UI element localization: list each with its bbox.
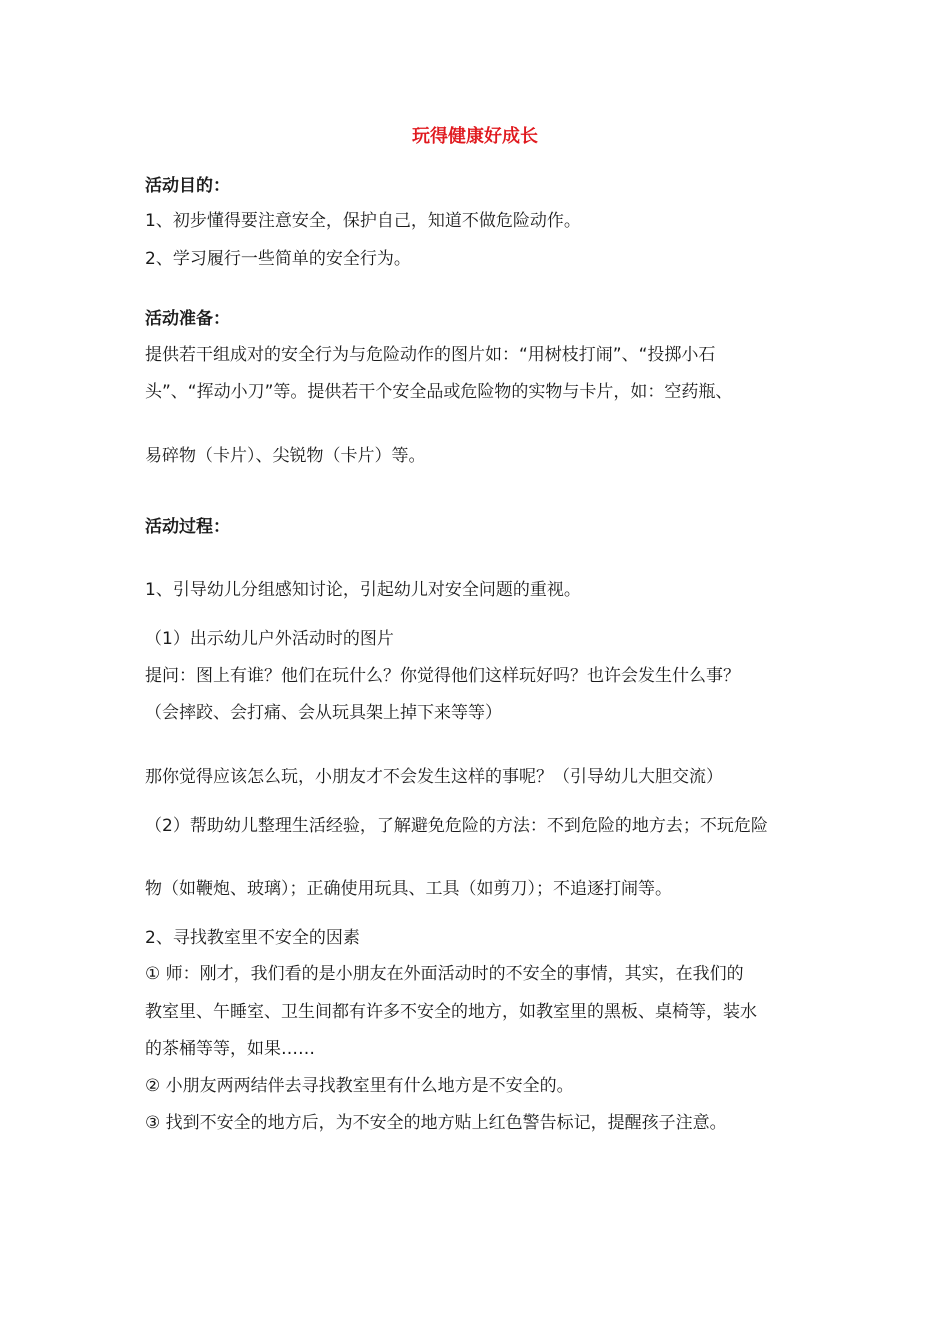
process-line-8: 2、寻找教室里不安全的因素: [145, 928, 360, 948]
goal-item-1: 1、初步懂得要注意安全，保护自己，知道不做危险动作。: [145, 211, 581, 231]
process-line-6: （2）帮助幼儿整理生活经验，了解避免危险的方法：不到危险的地方去；不玩危险: [145, 816, 768, 836]
preparation-line-3: 易碎物（卡片）、尖锐物（卡片）等。: [145, 446, 426, 466]
preparation-line-1: 提供若干组成对的安全行为与危险动作的图片如：“用树枝打闹”、“投掷小石: [145, 345, 716, 365]
process-line-4: （会摔跤、会打痛、会从玩具架上掉下来等等）: [145, 703, 502, 723]
process-line-1: 1、引导幼儿分组感知讨论，引起幼儿对安全问题的重视。: [145, 580, 581, 600]
goal-item-2: 2、学习履行一些简单的安全行为。: [145, 249, 411, 269]
preparation-line-2: 头”、“挥动小刀”等。提供若干个安全品或危险物的实物与卡片，如：空药瓶、: [145, 382, 733, 402]
process-line-10: 教室里、午睡室、卫生间都有许多不安全的地方，如教室里的黑板、桌椅等，装水: [145, 1002, 757, 1022]
process-line-7: 物（如鞭炮、玻璃）；正确使用玩具、工具（如剪刀）；不追逐打闹等。: [145, 879, 672, 899]
process-line-12: ② 小朋友两两结伴去寻找教室里有什么地方是不安全的。: [145, 1076, 574, 1096]
preparation-heading: 活动准备：: [145, 309, 230, 329]
process-line-2: （1）出示幼儿户外活动时的图片: [145, 629, 394, 649]
document-title: 玩得健康好成长: [412, 126, 538, 147]
process-line-11: 的茶桶等等，如果……: [145, 1039, 315, 1059]
goals-heading: 活动目的：: [145, 176, 230, 196]
process-heading: 活动过程：: [145, 517, 230, 537]
process-line-5: 那你觉得应该怎么玩，小朋友才不会发生这样的事呢？（引导幼儿大胆交流）: [145, 767, 723, 787]
process-line-3: 提问：图上有谁？他们在玩什么？你觉得他们这样玩好吗？也许会发生什么事？: [145, 666, 740, 686]
process-line-13: ③ 找到不安全的地方后，为不安全的地方贴上红色警告标记，提醒孩子注意。: [145, 1113, 727, 1133]
process-line-9: ① 师：刚才，我们看的是小朋友在外面活动时的不安全的事情，其实，在我们的: [145, 964, 744, 984]
